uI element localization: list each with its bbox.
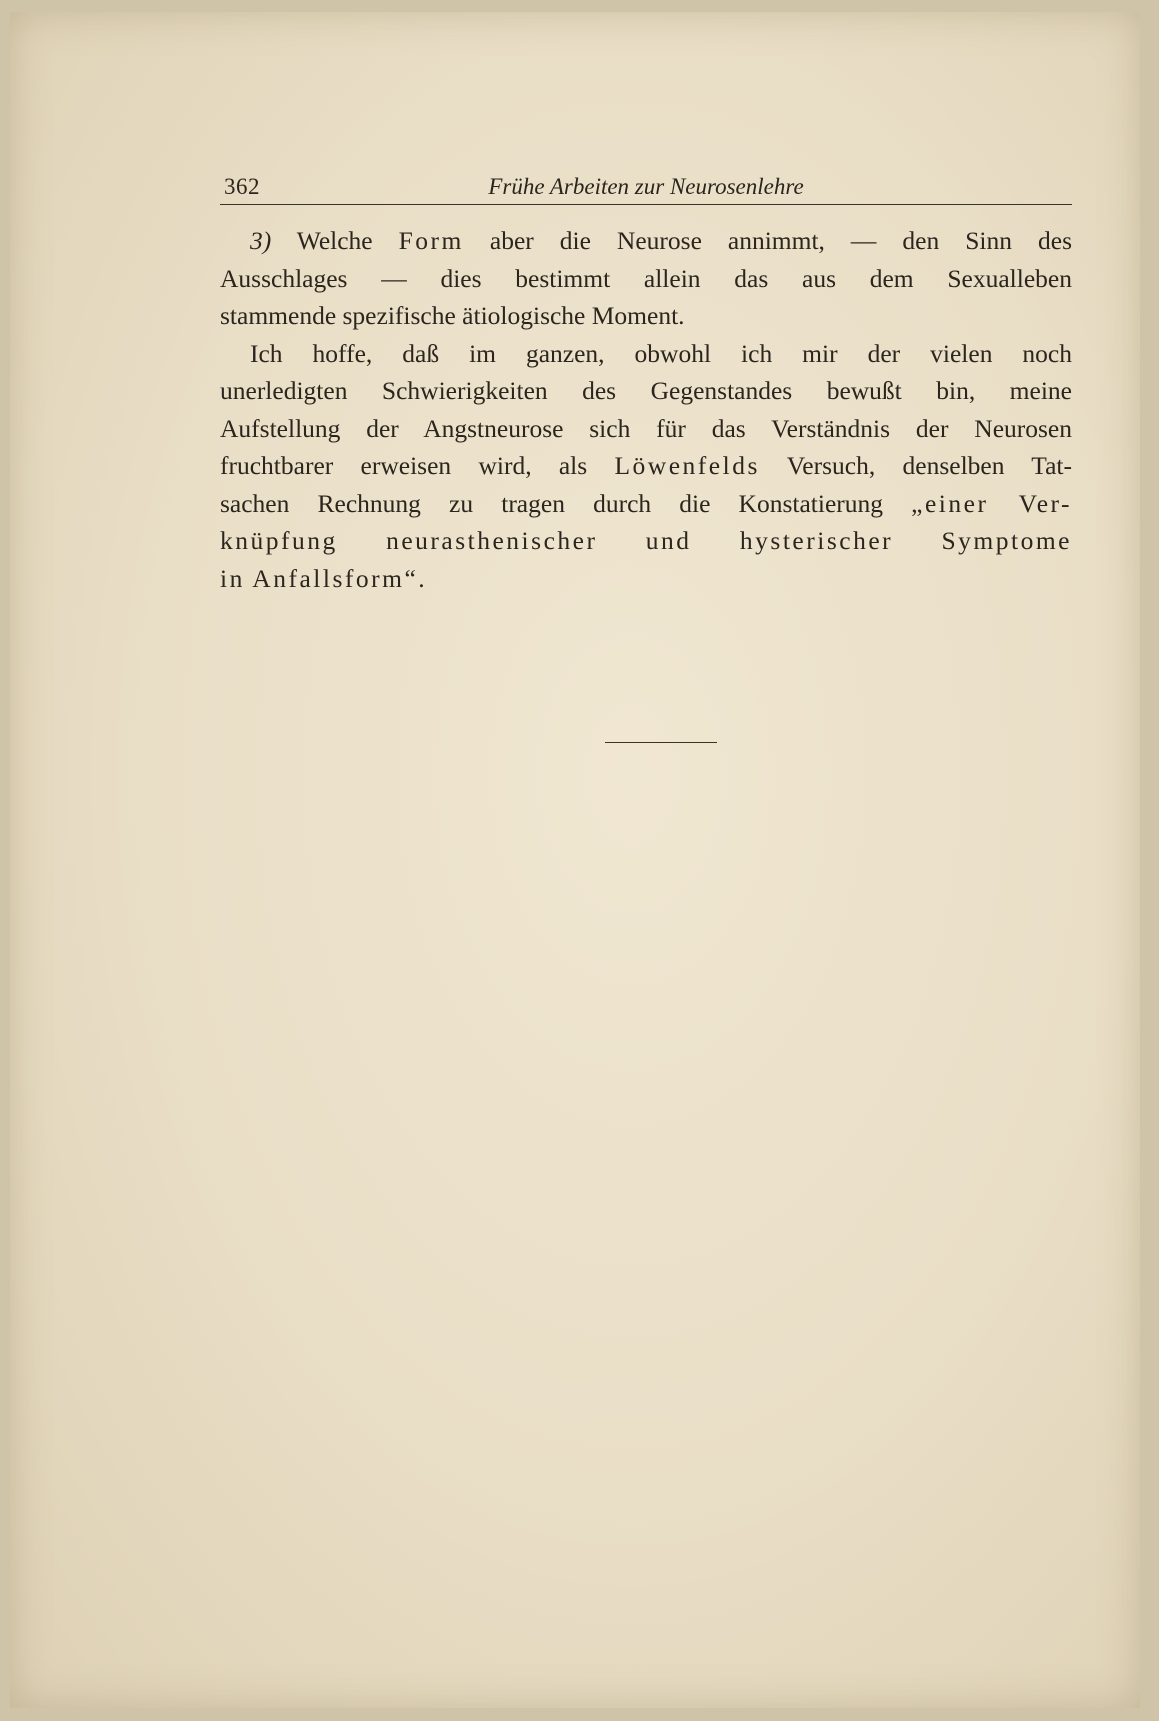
emphasized-name: Löwenfelds [614,451,760,480]
running-title: Frühe Arbeiten zur Neurosenlehre [488,174,804,199]
quotation-start: „einer Ver- [911,488,1072,518]
text-span: aber die Neurose annimmt, — den Sinn des [463,226,1072,255]
text-line: knüpfung neurasthenischer und hysterischer Symptome [220,526,1072,555]
text-span: Welche [296,226,399,255]
page-number: 362 [224,174,260,199]
page-header [220,174,1072,205]
paragraph-3 [220,222,1072,335]
text-span: sachen Rechnung zu tragen durch die Konstatierung [220,488,912,518]
text-line: in Anfallsform“. [220,563,428,593]
section-separator-rule [605,742,717,743]
text-line [220,222,1072,260]
text-line: Ausschlages — dies bestimmt allein das aus dem Sexualleben [220,263,1072,293]
emphasized-word: Form [398,226,464,255]
text-line [220,447,1072,485]
text-span: fruchtbarer erweisen wird, als [220,451,615,480]
text-span: Versuch, denselben Tat- [759,451,1072,480]
enumeration-marker: 3) [250,226,272,255]
book-page [10,12,1140,1708]
text-line: stammende spezifische ätiologische Moment. [220,301,685,330]
text-line: Aufstellung der Angstneurose sich für das Verständnis der Neurosen [220,413,1072,443]
body-text [220,222,1072,597]
text-line [220,485,1072,523]
text-line: unerledigten Schwierigkeiten des Gegenstandes bewußt bin, meine [220,376,1072,405]
paragraph-conclusion [220,335,1072,598]
text-line: Ich hoffe, daß im ganzen, obwohl ich mir der vielen noch [250,338,1072,368]
